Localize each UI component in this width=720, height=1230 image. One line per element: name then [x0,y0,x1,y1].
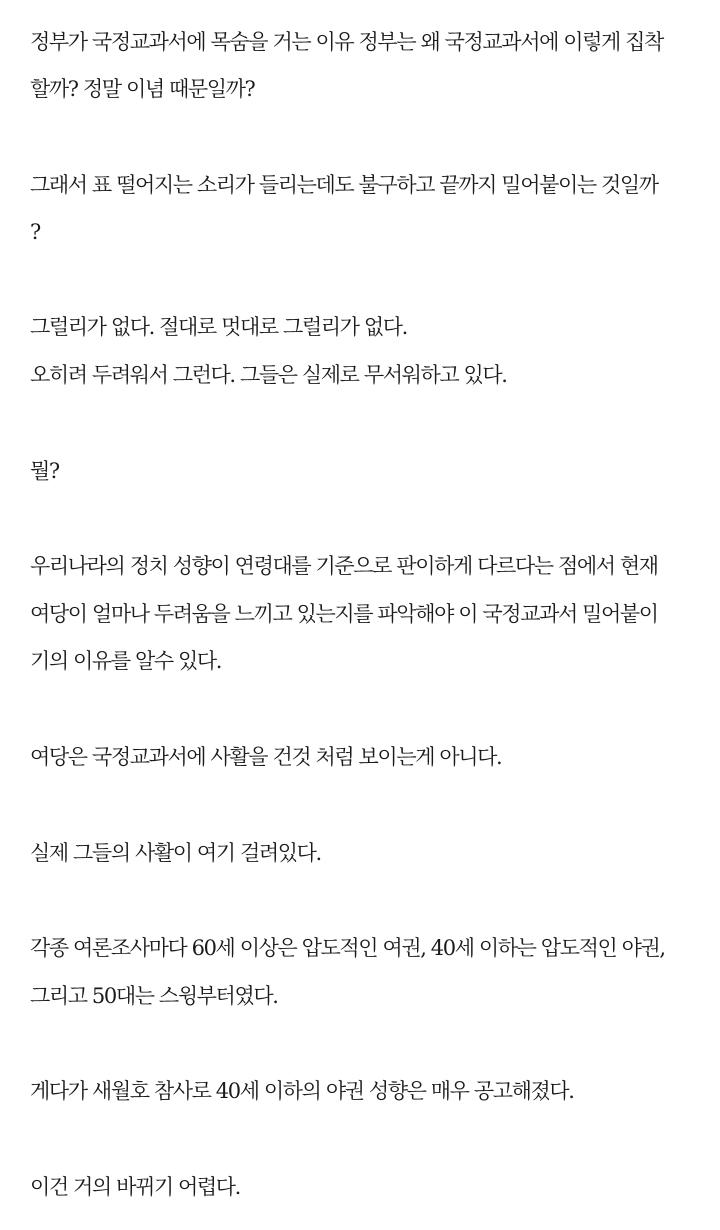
article-line: ? [30,220,40,244]
article-line: 그리고 50대는 스윙부터였다. [30,984,278,1008]
article-line: 실제 그들의 사활이 여기 걸려있다. [30,841,321,865]
article-line: 여당이 얼마나 두려움을 느끼고 있는지를 파악해야 이 국정교과서 밀어붙이 [30,602,658,626]
article-line: 이건 거의 바뀌기 어렵다. [30,1175,240,1199]
article-line: 할까? 정말 이념 때문일까? [30,77,255,101]
article-line: 오히려 두려워서 그런다. 그들은 실제로 무서워하고 있다. [30,363,507,387]
article-line: 그래서 표 떨어지는 소리가 들리는데도 불구하고 끝까지 밀어붙이는 것일까 [30,173,658,197]
article-line: 각종 여론조사마다 60세 이상은 압도적인 여권, 40세 이하는 압도적인 야권, [30,936,665,960]
article-line: 기의 이유를 알수 있다. [30,649,222,673]
article-line: 게다가 새월호 참사로 40세 이하의 야권 성향은 매우 공고해졌다. [30,1079,574,1103]
article-line: 그럴리가 없다. 절대로 멋대로 그럴리가 없다. [30,315,407,339]
article-line: 정부가 국정교과서에 목숨을 거는 이유 정부는 왜 국정교과서에 이렇게 집착 [30,30,663,54]
article-line: 여당은 국정교과서에 사활을 건것 처럼 보이는게 아니다. [30,745,502,769]
article-line: 뭘? [30,459,59,483]
article-line: 우리나라의 정치 성향이 연령대를 기준으로 판이하게 다르다는 점에서 현재 [30,554,658,578]
